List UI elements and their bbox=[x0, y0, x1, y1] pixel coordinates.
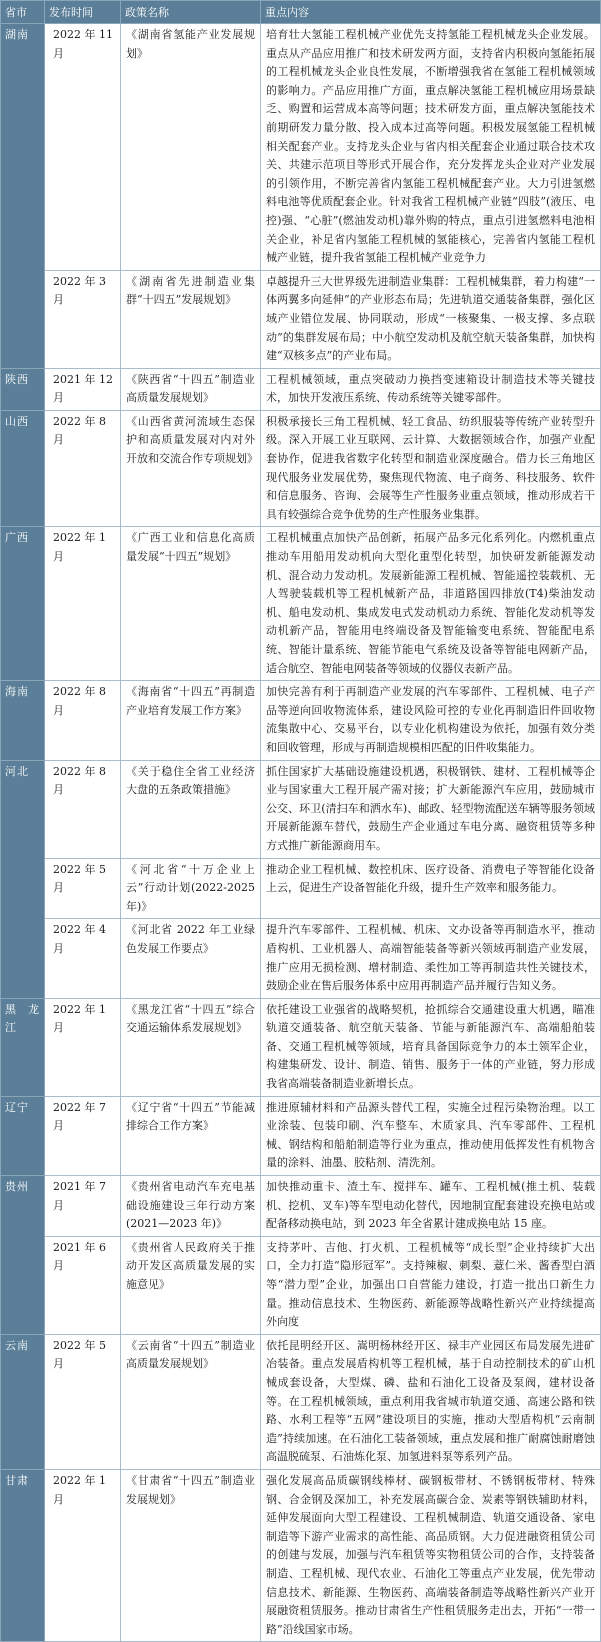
province-cell: 海南 bbox=[1, 681, 45, 760]
policy-name-cell: 《山西省黄河流域生态保护和高质量发展对内对外开放和交流合作专项规划》 bbox=[121, 410, 261, 527]
province-cell: 湖南 bbox=[1, 24, 45, 369]
table-row bbox=[1, 1469, 601, 1641]
content-cell: 加快推动重卡、渣土车、搅拌车、罐车、工程机械(推土机、装载机、挖机、叉车)等车型电动化替代，因地制宜配套建设充换电站或配备移动换电站，到 2023 年全省累计建成换电站 15 座。 bbox=[261, 1176, 601, 1237]
table-row bbox=[1, 410, 601, 527]
policy-name-cell: 《陕西省“十四五”制造业高质量发展规划》 bbox=[121, 368, 261, 410]
table-row bbox=[1, 527, 601, 681]
table-row bbox=[1, 760, 601, 858]
header-date: 发布时间 bbox=[45, 1, 121, 24]
date-cell: 2021 年 7 月 bbox=[45, 1176, 121, 1237]
policy-name-cell: 《贵州省人民政府关于推动开发区高质量发展的实施意见》 bbox=[121, 1236, 261, 1334]
date-cell: 2022 年 3 月 bbox=[45, 270, 121, 368]
policy-name-cell: 《湖南省先进制造业集群“十四五”发展规划》 bbox=[121, 270, 261, 368]
content-cell: 推动企业工程机械、数控机床、医疗设备、消费电子等智能化设备上云，促进生产设备智能化升级，提升生产效率和服务能力。 bbox=[261, 858, 601, 919]
province-cell: 河北 bbox=[1, 760, 45, 998]
header-key-content: 重点内容 bbox=[261, 1, 601, 24]
province-cell: 辽宁 bbox=[1, 1096, 45, 1175]
province-cell: 广西 bbox=[1, 527, 45, 681]
table-row bbox=[1, 368, 601, 410]
header-row bbox=[1, 1, 601, 24]
content-cell: 积极承接长三角工程机械、轻工食品、纺织服装等传统产业转型升级。深入开展工业互联网、云计算、大数据领域合作，加强产业配套协作，促进我省数字化转型和制造业深度融合。借力长三角地区现代服务业发展优势，聚焦现代物流、电子商务、科技服务、软件和信息服务、咨询、会展等生产性服务业重点领域，推动形成若干具有较强综合竞争优势的生产性服务业集群。 bbox=[261, 410, 601, 527]
content-cell: 培育壮大氢能工程机械产业优先支持氢能工程机械龙头企业发展。重点从产品应用推广和技术研发两方面，支持省内积极向氢能拓展的工程机械龙头企业良性发展，不断增强我省在氢能工程机械领域的影响力。产品应用推广方面，重点解决氢能工程机械应用场景缺乏、购置和运营成本高等问题；技术研发方面，重点解决氢能技术前期研发力量分散、投入成本过高等问题。积极发展氢能工程机械相关配套产业。支持龙头企业与省内相关配套企业通过联合技术攻关、共建示范项目等形式开展合作，充分发挥龙头企业对产业发展的引领作用，不断完善省内氢能工程机械配套产业。大力引进氢燃料电池等优质配套企业。针对我省工程机械产业链“四肢”(液压、电控)强、“心脏”(燃油发动机)靠外购的特点，重点引进氢燃料电池相关企业，补足省内氢能工程机械的氢能核心，完善省内氢能工程机械产业链，提升我省氢能工程机械产业竞争力 bbox=[261, 24, 601, 271]
policy-name-cell: 《广西工业和信息化高质量发展“十四五”规划》 bbox=[121, 527, 261, 681]
table-row bbox=[1, 1096, 601, 1175]
date-cell: 2022 年 8 月 bbox=[45, 410, 121, 527]
date-cell: 2022 年 11 月 bbox=[45, 24, 121, 271]
province-cell: 陕西 bbox=[1, 368, 45, 410]
content-cell: 支持茅叶、吉他、打火机、工程机械等“成长型”企业持续扩大出口，全力打造“隐形冠军”。支持辣椒、刺梨、薏仁米、酱香型白酒等“潜力型”企业，加强出口自营能力建设，打造一批出口新生力量。推动信息技术、生物医药、新能源等战略性新兴产业持续提高外向度 bbox=[261, 1236, 601, 1334]
table-row bbox=[1, 1176, 601, 1237]
policy-name-cell: 《关于稳住全省工业经济大盘的五条政策措施》 bbox=[121, 760, 261, 858]
date-cell: 2021 年 12 月 bbox=[45, 368, 121, 410]
table-row bbox=[1, 270, 601, 368]
content-cell: 工程机械重点加快产品创新，拓展产品多元化系列化。内燃机重点推动车用船用发动机向大型化重型化转型，加快研发新能源发动机、混合动力发动机。发展新能源工程机械、智能遥控装载机、无人驾驶装载机等工程机械新产品，非道路国四排放(T4)柴油发动机、船电发动机、集成发电式发动机动力系统、智能化发动机等发动机新产品，智能用电终端设备及智能输变电系统、智能配电系统、智能计量系统、智能节能电气系统及设备等智能电网新产品，适合航空、智能电网装备等领域的仪器仪表新产品。 bbox=[261, 527, 601, 681]
date-cell: 2022 年 8 月 bbox=[45, 760, 121, 858]
province-cell: 山西 bbox=[1, 410, 45, 527]
policy-name-cell: 《河北省“十万企业上云”行动计划(2022-2025 年)》 bbox=[121, 858, 261, 919]
table-row bbox=[1, 919, 601, 998]
content-cell: 加快完善有利于再制造产业发展的汽车零部件、工程机械、电子产品等逆向回收物流体系，建设风险可控的专业化再制造旧件回收物流集散中心、交易平台，以专业化机构建设为依托，加强有效分类和回收管理，形成与再制造规模相匹配的旧件收集能力。 bbox=[261, 681, 601, 760]
date-cell: 2022 年 8 月 bbox=[45, 681, 121, 760]
policy-name-cell: 《云南省“十四五”制造业高质量发展规划》 bbox=[121, 1334, 261, 1469]
date-cell: 2021 年 6 月 bbox=[45, 1236, 121, 1334]
policy-name-cell: 《辽宁省“十四五”节能减排综合工作方案》 bbox=[121, 1096, 261, 1175]
province-cell: 贵州 bbox=[1, 1176, 45, 1335]
content-cell: 推进原辅材料和产品源头替代工程，实施全过程污染物治理。以工业涂装、包装印刷、汽车整车、木质家具、汽车零部件、工程机械、钢结构和船舶制造等行业为重点，推动使用低挥发性有机物含量的涂料、油墨、胶粘剂、清洗剂。 bbox=[261, 1096, 601, 1175]
table-row bbox=[1, 681, 601, 760]
province-cell: 黑龙江 bbox=[1, 998, 45, 1096]
content-cell: 强化发展高品质碳钢线棒材、碳钢板带材、不锈钢板带材、特殊钢、合金钢及深加工，补充发展高碳合金、炭素等钢铁辅助材料，延伸发展面向大型工程建设、工程机械制造、轨道交通设备、家电制造等下游产业需求的高性能、高品质钢。大力促进融资租赁公司的创建与发展，加强与汽车租赁等实物租赁公司的合作，支持装备制造、工程机械、现代农业、石油化工等重点产业发展，优先带动信息技术、新能源、生物医药、高端装备制造等战略性新兴产业开展融资租赁服务。推动甘肃省生产性租赁服务走出去，开拓“一带一路”沿线国家市场。 bbox=[261, 1469, 601, 1641]
policy-name-cell: 《海南省“十四五”再制造产业培育发展工作方案》 bbox=[121, 681, 261, 760]
policy-name-cell: 《黑龙江省“十四五”综合交通运输体系发展规划》 bbox=[121, 998, 261, 1096]
province-cell: 甘肃 bbox=[1, 1469, 45, 1641]
content-cell: 依托昆明经开区、嵩明杨林经开区、禄丰产业园区布局发展先进矿冶装备。重点发展盾构机等工程机械，基于自动控制技术的矿山机械成套设备，大型煤、磷、盐和石油化工设备及泵阀，建材设备等。在工程机械领域，重点利用我省城市轨道交通、高速公路和铁路、水利工程等“五网”建设项目的实施，推动大型盾构机“云南制造”持续加速。在石油化工装备领域，重点发展和推广耐腐蚀耐磨蚀高温脱硫泵、石油炼化泵、加氢进料泵等系列产品。 bbox=[261, 1334, 601, 1469]
date-cell: 2022 年 5 月 bbox=[45, 1334, 121, 1469]
header-province: 省市 bbox=[1, 1, 45, 24]
date-cell: 2022 年 1 月 bbox=[45, 527, 121, 681]
policy-name-cell: 《湖南省氢能产业发展规划》 bbox=[121, 24, 261, 271]
content-cell: 工程机械领域，重点突破动力换挡变速箱设计制造技术等关键技术，加快开发液压系统、传动系统等关键零部件。 bbox=[261, 368, 601, 410]
table-row bbox=[1, 998, 601, 1096]
table-row bbox=[1, 24, 601, 271]
policy-name-cell: 《河北省 2022 年工业绿色发展工作要点》 bbox=[121, 919, 261, 998]
date-cell: 2022 年 1 月 bbox=[45, 1469, 121, 1641]
province-cell: 云南 bbox=[1, 1334, 45, 1469]
date-cell: 2022 年 4 月 bbox=[45, 919, 121, 998]
content-cell: 卓越提升三大世界级先进制造业集群：工程机械集群，着力构建“一体两翼多向延伸”的产业形态布局；先进轨道交通装备集群，强化区域产业错位发展、协同联动，形成“一核聚集、一极支撑、多点联动”的集群发展布局；中小航空发动机及航空航天装备集群，加快构建“双核多点”的产业布局。 bbox=[261, 270, 601, 368]
table-body bbox=[1, 24, 601, 1642]
table-row bbox=[1, 1236, 601, 1334]
date-cell: 2022 年 7 月 bbox=[45, 1096, 121, 1175]
content-cell: 依托建设工业强省的战略契机，抢抓综合交通建设重大机遇，瞄准轨道交通装备、航空航天装备、节能与新能源汽车、高端船舶装备、交通工程机械等领域，培育具备国际竞争力的本土领军企业，构建集研发、设计、制造、销售、服务于一体的产业链，努力形成我省高端装备制造业新增长点。 bbox=[261, 998, 601, 1096]
content-cell: 抓住国家扩大基础设施建设机遇，积极钢铁、建材、工程机械等企业与国家重大工程开展产需对接；扩大新能源汽车应用，鼓励城市公交、环卫(清扫车和洒水车)、邮政、轻型物流配送车辆等服务领域开展新能源车替代，鼓励生产企业通过车电分离、融资租赁等多种方式推广新能源商用车。 bbox=[261, 760, 601, 858]
table-header bbox=[1, 1, 601, 24]
date-cell: 2022 年 1 月 bbox=[45, 998, 121, 1096]
policy-name-cell: 《贵州省电动汽车充电基础设施建设三年行动方案(2021—2023 年)》 bbox=[121, 1176, 261, 1237]
table-row bbox=[1, 858, 601, 919]
policy-name-cell: 《甘肃省“十四五”制造业发展规划》 bbox=[121, 1469, 261, 1641]
table-row bbox=[1, 1334, 601, 1469]
header-policy-name: 政策名称 bbox=[121, 1, 261, 24]
date-cell: 2022 年 5 月 bbox=[45, 858, 121, 919]
content-cell: 提升汽车零部件、工程机械、机床、文办设备等再制造水平，推动盾构机、工业机器人、高端智能装备等新兴领域再制造产业发展，推广应用无损检测、增材制造、柔性加工等再制造共性关键技术，鼓励企业在售后服务体系中应用再制造产品并履行告知义务。 bbox=[261, 919, 601, 998]
